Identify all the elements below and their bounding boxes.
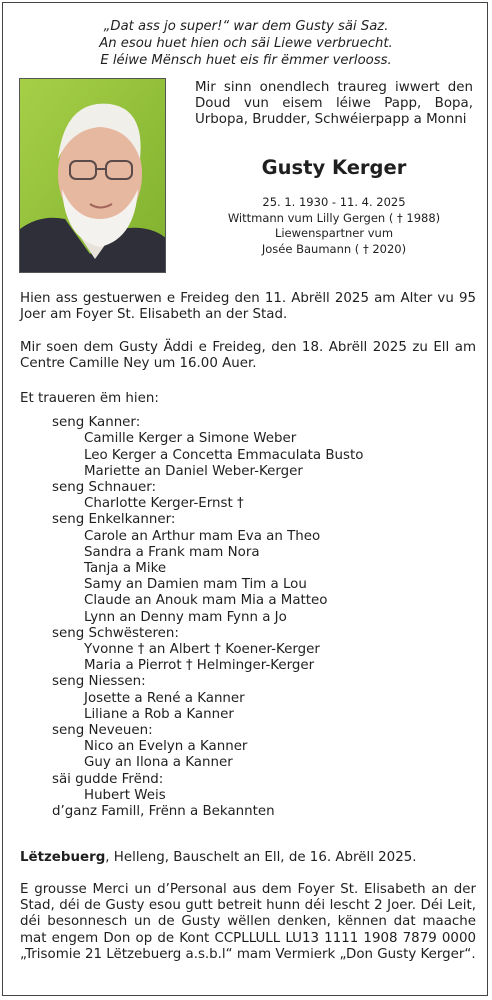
group-member: Charlotte Kerger-Ernst † — [84, 496, 244, 512]
group-member: Guy an Ilona a Kanner — [84, 755, 233, 771]
widower-line: Wittmann vum Lilly Gergen ( † 1988) — [227, 210, 441, 225]
location-rest: , Helleng, Bauschelt an Ell, de 16. Abrëll 2025. — [105, 850, 417, 865]
group-member: Maria a Pierrot † Helminger-Kerger — [84, 658, 315, 674]
intro-text: Mir sinn onendlech traureg iwwert den Doud vun eisem léiwe Papp, Bopa, Urbopa, Brudder, Schwéierpapp a Monni — [195, 80, 473, 128]
group-member: Mariette an Daniel Weber-Kerger — [84, 463, 303, 479]
location-place: Lëtzebuerg — [20, 850, 106, 865]
group-member: Carole an Arthur mam Eva an Theo — [84, 528, 321, 544]
thanks-paragraph: E grousse Merci un d’Personal aus dem Foyer St. Elisabeth an der Stad, déi de Gusty esou gutt betreit hunn déi lescht 2 Joer. Déi Leit, déi besonnesch un de Gusty wëllen denken, kënnen dat maache mat engem Don op de Kont CCPLLULL LU13 1111 1908 7879 0000 „Trisomie 21 Lëtzebuerg a.s.b.l“ mam Vermierk „Don Gusty Kerger“. — [20, 882, 476, 962]
quote-line-3: E léiwe Mënsch huet eis fir ëmmer verlooss. — [100, 53, 392, 68]
funeral-paragraph: Mir soen dem Gusty Äddi e Freideg, den 18. Abrëll 2025 zu Ell am Centre Camille Ney um 16.00 Auer. — [20, 340, 476, 372]
quote-line-1: „Dat ass jo super!“ war dem Gusty säi Saz. — [103, 19, 389, 34]
group-member: Josette a René a Kanner — [84, 690, 245, 706]
mourners-intro: Et traueren ëm hien: — [20, 391, 159, 406]
life-dates: 25. 1. 1930 - 11. 4. 2025 — [262, 195, 406, 209]
group-member: Sandra a Frank mam Nora — [84, 544, 260, 560]
group-label: seng Kanner: — [52, 415, 141, 431]
quote-block — [0, 18, 492, 69]
group-label: seng Niessen: — [52, 674, 146, 690]
group-member: Tanja a Mike — [84, 561, 167, 577]
deceased-name: Gusty Kerger — [261, 156, 407, 179]
partner-name: Josée Baumann ( † 2020) — [261, 241, 407, 256]
death-paragraph: Hien ass gestuerwen e Freideg den 11. Abrëll 2025 am Alter vu 95 Joer am Foyer St. Elisabeth an der Stad. — [20, 291, 476, 323]
mourners-list — [20, 391, 476, 820]
group-member: Hubert Weis — [84, 787, 166, 803]
group-label: seng Schnauer: — [52, 480, 157, 496]
group-member: Claude an Anouk mam Mia a Matteo — [84, 593, 328, 609]
closing-line: d’ganz Famill, Frënn a Bekannten — [52, 804, 275, 820]
group-member: Nico an Evelyn a Kanner — [84, 739, 248, 755]
dates-block — [195, 195, 473, 257]
group-label: seng Schwësteren: — [52, 625, 179, 641]
partner-label: Liewenspartner vum — [274, 226, 394, 241]
group-member: Liliane a Rob a Kanner — [84, 706, 234, 722]
portrait-photo — [19, 78, 166, 273]
group-label: seng Enkelkanner: — [52, 512, 176, 528]
group-member: Samy an Damien mam Tim a Lou — [84, 577, 307, 593]
group-member: Yvonne † an Albert † Koener-Kerger — [84, 642, 320, 658]
group-label: säi gudde Frënd: — [52, 771, 164, 787]
group-member: Camille Kerger a Simone Weber — [84, 431, 297, 447]
group-member: Lynn an Denny mam Fynn a Jo — [84, 609, 287, 625]
location-line — [20, 850, 476, 866]
quote-line-2: An esou huet hien och säi Liewe verbruecht. — [99, 36, 393, 51]
group-member: Leo Kerger a Concetta Emmaculata Busto — [84, 447, 364, 463]
group-label: seng Neveuen: — [52, 723, 153, 739]
